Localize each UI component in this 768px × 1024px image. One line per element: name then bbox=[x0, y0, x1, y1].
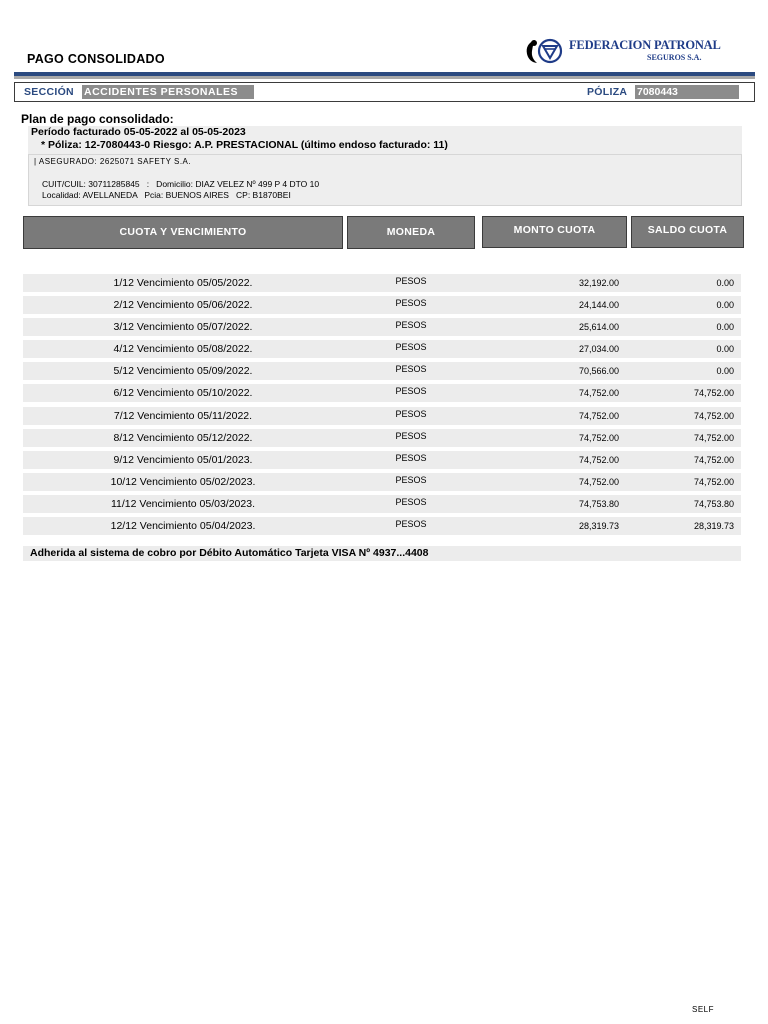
localidad-line: Localidad: AVELLANEDA Pcia: BUENOS AIRES CP: B1870BEI bbox=[42, 190, 291, 200]
monto-cell: 27,034.00 bbox=[578, 344, 619, 355]
saldo-cell: 74,752.00 bbox=[693, 476, 734, 487]
moneda-cell: PESOS bbox=[395, 474, 427, 485]
section-bar bbox=[14, 82, 755, 102]
periodo-facturado: Período facturado 05-05-2022 al 05-05-2023 bbox=[31, 126, 246, 138]
debito-automatico-note: Adherida al sistema de cobro por Débito Automático Tarjeta VISA Nº 4937...4408 bbox=[30, 547, 429, 559]
plan-title: Plan de pago consolidado: bbox=[21, 112, 174, 126]
header-monto-cuota: MONTO CUOTA bbox=[482, 216, 627, 248]
monto-cell: 28,319.73 bbox=[578, 521, 619, 532]
poliza-value: 7080443 bbox=[635, 85, 739, 99]
monto-cell: 74,753.80 bbox=[578, 498, 619, 509]
saldo-cell: 0.00 bbox=[716, 322, 734, 333]
cuota-cell: 6/12 Vencimiento 05/10/2022. bbox=[113, 387, 253, 400]
table-row bbox=[23, 362, 741, 380]
section-label: SECCIÓN bbox=[24, 86, 74, 98]
monto-cell: 74,752.00 bbox=[578, 476, 619, 487]
page-title: PAGO CONSOLIDADO bbox=[27, 52, 165, 66]
monto-cell: 74,752.00 bbox=[578, 432, 619, 443]
table-row bbox=[23, 517, 741, 535]
moneda-cell: PESOS bbox=[395, 496, 427, 507]
brand-name: FEDERACION PATRONAL bbox=[569, 38, 721, 52]
section-value: ACCIDENTES PERSONALES bbox=[82, 85, 254, 99]
header-saldo-cuota: SALDO CUOTA bbox=[631, 216, 744, 248]
federacion-patronal-logo-icon bbox=[521, 36, 565, 66]
table-row bbox=[23, 296, 741, 314]
moneda-cell: PESOS bbox=[395, 298, 427, 309]
cuota-cell: 5/12 Vencimiento 05/09/2022. bbox=[113, 365, 253, 378]
moneda-cell: PESOS bbox=[395, 430, 427, 441]
footer-self-label: SELF bbox=[692, 1005, 715, 1014]
moneda-cell: PESOS bbox=[395, 519, 427, 530]
saldo-cell: 0.00 bbox=[716, 300, 734, 311]
table-row bbox=[23, 473, 741, 491]
poliza-riesgo-line: * Póliza: 12-7080443-0 Riesgo: A.P. PRESTACIONAL (último endoso facturado: 11) bbox=[41, 139, 448, 151]
header-cuota-vencimiento: CUOTA Y VENCIMIENTO bbox=[23, 216, 343, 249]
cuotas-table bbox=[23, 274, 741, 539]
cuota-cell: 9/12 Vencimiento 05/01/2023. bbox=[113, 453, 253, 466]
brand-subtitle: SEGUROS S.A. bbox=[647, 53, 702, 62]
saldo-cell: 74,752.00 bbox=[693, 410, 734, 421]
cuota-cell: 10/12 Vencimiento 05/02/2023. bbox=[110, 475, 256, 488]
moneda-cell: PESOS bbox=[395, 276, 427, 286]
cuota-cell: 4/12 Vencimiento 05/08/2022. bbox=[113, 343, 253, 356]
table-row bbox=[23, 340, 741, 358]
saldo-cell: 0.00 bbox=[716, 278, 734, 288]
poliza-label: PÓLIZA bbox=[587, 86, 628, 98]
moneda-cell: PESOS bbox=[395, 452, 427, 463]
cuota-cell: 8/12 Vencimiento 05/12/2022. bbox=[113, 431, 253, 444]
table-row bbox=[23, 495, 741, 513]
saldo-cell: 0.00 bbox=[716, 344, 734, 355]
moneda-cell: PESOS bbox=[395, 408, 427, 419]
monto-cell: 74,752.00 bbox=[578, 454, 619, 465]
table-row bbox=[23, 274, 741, 292]
cuota-cell: 1/12 Vencimiento 05/05/2022. bbox=[113, 277, 253, 289]
saldo-cell: 74,752.00 bbox=[693, 432, 734, 443]
asegurado-line: | ASEGURADO: 2625071 SAFETY S.A. bbox=[34, 157, 192, 166]
saldo-cell: 74,753.80 bbox=[693, 498, 734, 509]
cuit-domicilio-line: CUIT/CUIL: 30711285845 : Domicilio: DIAZ VELEZ Nº 499 P 4 DTO 10 bbox=[42, 179, 320, 189]
cuota-cell: 11/12 Vencimiento 05/03/2023. bbox=[110, 497, 255, 510]
moneda-cell: PESOS bbox=[395, 364, 427, 375]
moneda-cell: PESOS bbox=[395, 342, 427, 353]
saldo-cell: 74,752.00 bbox=[693, 388, 734, 399]
cuota-cell: 2/12 Vencimiento 05/06/2022. bbox=[113, 299, 253, 312]
saldo-cell: 28,319.73 bbox=[693, 521, 734, 532]
table-row bbox=[23, 407, 741, 425]
saldo-cell: 0.00 bbox=[716, 366, 734, 377]
moneda-cell: PESOS bbox=[395, 386, 427, 397]
moneda-cell: PESOS bbox=[395, 320, 427, 331]
monto-cell: 24,144.00 bbox=[578, 300, 619, 311]
table-row bbox=[23, 429, 741, 447]
monto-cell: 74,752.00 bbox=[578, 388, 619, 399]
cuota-cell: 3/12 Vencimiento 05/07/2022. bbox=[113, 321, 253, 334]
cuota-cell: 7/12 Vencimiento 05/11/2022. bbox=[113, 409, 253, 422]
table-row bbox=[23, 318, 741, 336]
table-row bbox=[23, 384, 741, 402]
monto-cell: 32,192.00 bbox=[578, 278, 619, 288]
saldo-cell: 74,752.00 bbox=[693, 454, 734, 465]
header-divider-gray bbox=[14, 76, 755, 79]
cuota-cell: 12/12 Vencimiento 05/04/2023. bbox=[110, 520, 256, 533]
monto-cell: 25,614.00 bbox=[578, 322, 619, 333]
monto-cell: 74,752.00 bbox=[578, 410, 619, 421]
monto-cell: 70,566.00 bbox=[578, 366, 619, 377]
header-moneda: MONEDA bbox=[347, 216, 475, 249]
brand-logo bbox=[521, 36, 721, 66]
table-row bbox=[23, 451, 741, 469]
